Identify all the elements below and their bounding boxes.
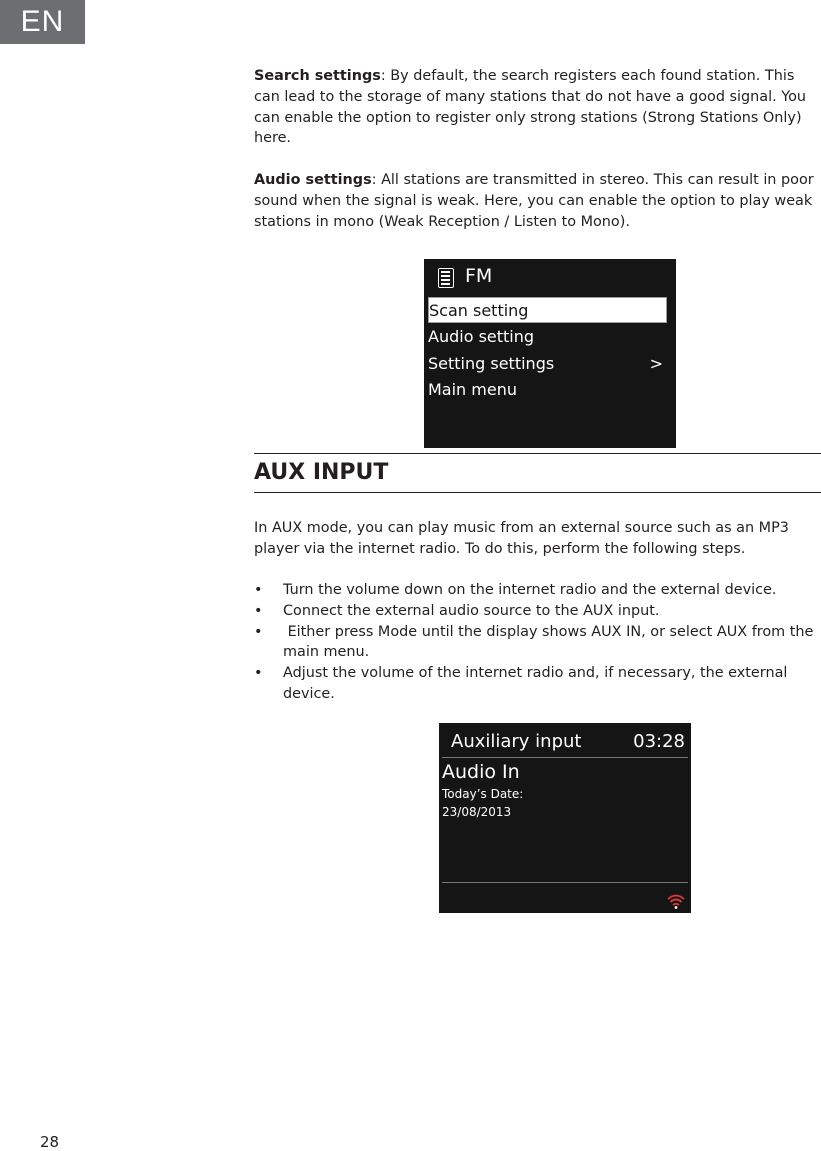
aux-screen-time: 03:28 (633, 731, 685, 752)
date-label: Today’s Date: (442, 787, 524, 801)
list-item (254, 663, 821, 705)
search-settings-term: Search settings (254, 68, 381, 84)
list-item (254, 580, 821, 601)
wifi-signal-icon (667, 893, 685, 909)
date-value: 23/08/2013 (442, 805, 512, 819)
list-item (254, 601, 821, 622)
audio-settings-paragraph (254, 170, 821, 232)
divider (442, 757, 688, 758)
fm-menu-item-scan-setting[interactable] (428, 297, 667, 323)
bullet: • (254, 582, 263, 598)
language-tab: EN (0, 0, 85, 44)
fm-menu-item-label: Audio setting (428, 327, 535, 346)
aux-status: Audio In (442, 761, 520, 783)
step-text: Connect the external audio source to the AUX input. (283, 602, 660, 619)
list-icon (438, 268, 454, 288)
bullet: • (254, 623, 263, 640)
chevron-right-icon: > (649, 354, 663, 373)
aux-input-heading: AUX INPUT (254, 460, 389, 485)
aux-steps-list (254, 580, 821, 705)
divider (442, 882, 688, 883)
section-rule-bottom (254, 492, 821, 493)
page-number: 28 (40, 1133, 60, 1151)
search-settings-text: : By default, the search registers each found station. This can lead to the storage of many stations that do not have a good signal. You can enable the option to register only strong stations (Strong Stations Only) here. (254, 68, 807, 147)
step-text: Turn the volume down on the internet radio and the external device. (283, 582, 777, 598)
step-text: Either press Mode until the display shows AUX IN, or select AUX from the main menu. (283, 623, 818, 661)
fm-menu-item-audio-setting[interactable] (428, 324, 667, 350)
fm-menu-item-label: Setting settings (428, 354, 555, 373)
section-rule-top (254, 453, 821, 454)
auxiliary-input-screen (439, 723, 691, 913)
search-settings-paragraph (254, 66, 821, 149)
bullet: • (254, 602, 263, 619)
list-item (254, 622, 821, 664)
bullet: • (254, 665, 263, 682)
fm-menu-item-label: Main menu (428, 380, 517, 399)
fm-menu-item-main-menu[interactable] (428, 377, 667, 403)
audio-settings-text: : All stations are transmitted in stereo. This can result in poor sound when the signal is weak. Here, you can enable the option to play weak stations in mono (Weak Reception / Listen to Mono). (254, 172, 814, 230)
aux-screen-title: Auxiliary input (451, 731, 582, 752)
step-text: Adjust the volume of the internet radio and, if necessary, the external device. (283, 665, 788, 702)
aux-intro-paragraph: In AUX mode, you can play music from an external source such as an MP3 player via the internet radio. To do this, perform the following steps. (254, 520, 789, 557)
fm-screen-title: FM (465, 265, 493, 287)
fm-menu-item-setting-settings[interactable] (428, 351, 667, 377)
fm-menu-screen (424, 259, 676, 448)
audio-settings-term: Audio settings (254, 172, 372, 188)
fm-menu-item-label: Scan setting (429, 301, 529, 320)
